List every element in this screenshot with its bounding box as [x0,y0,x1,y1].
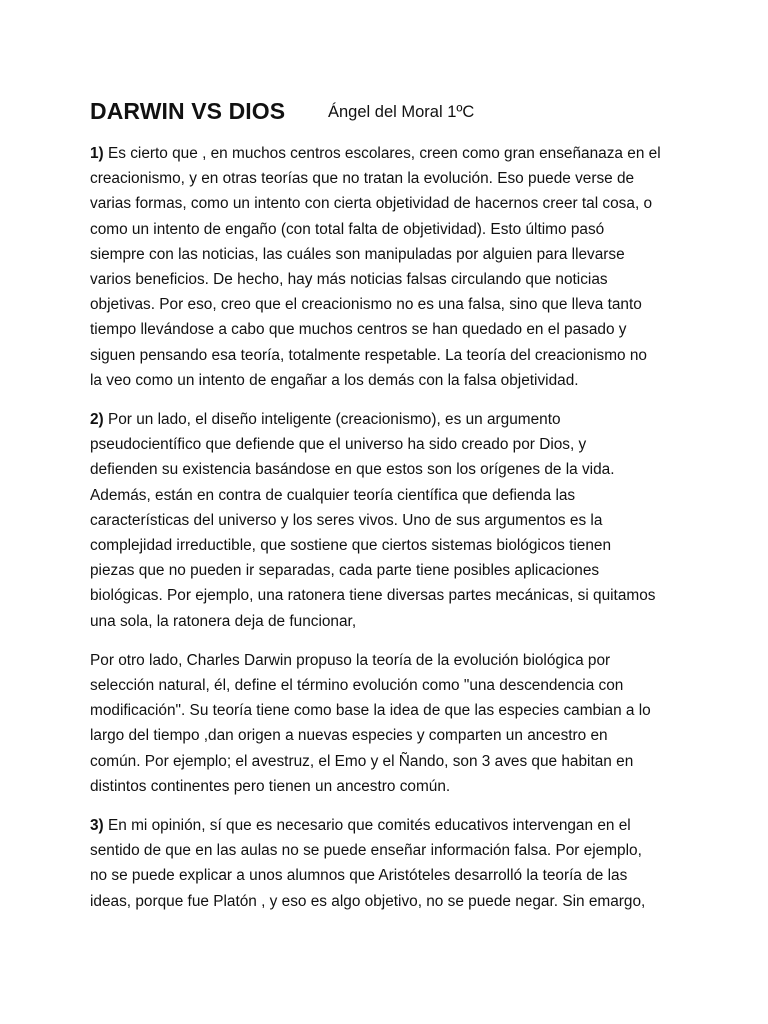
document-title: DARWIN VS DIOS [90,98,286,124]
paragraph-line: la veo como un intento de engañar a los demás con la falsa objetividad. [90,371,579,389]
paragraph-line: pseudocientífico que defiende que el universo ha sido creado por Dios, y [90,436,587,454]
paragraph-line: biológicas. Por ejemplo, una ratonera tiene diversas partes mecánicas, si quitamos [90,587,656,605]
paragraph-number: 1) [90,145,104,162]
paragraph-3 [90,813,686,914]
paragraph-line: siempre con las noticias, las cuáles son manipuladas por alguien para llevarse [90,245,625,263]
paragraph-number: 3) [90,817,104,835]
paragraph-line: como un intento de engaño (con total falta de objetividad). Esto último pasó [90,220,605,238]
paragraph-line: no se puede explicar a unos alumnos que Aristóteles desarrolló la teoría de las [90,867,628,885]
paragraph-line: modificación". Su teoría tiene como base la idea de que las especies cambian a lo [90,702,651,720]
paragraph-line: creacionismo, y en otras teorías que no tratan la evolución. Eso puede verse de [90,170,635,188]
paragraph-2b [90,648,686,799]
paragraph-1 [90,141,686,393]
paragraph-line: objetivas. Por eso, creo que el creacionismo no es una falsa, sino que lleva tanto [90,296,642,314]
paragraph-line: una sola, la ratonera deja de funcionar, [90,612,357,630]
paragraph-line: 3) En mi opinión, sí que es necesario que comités educativos intervengan en el [90,817,631,835]
paragraph-line: Además, están en contra de cualquier teoría científica que defienda las [90,486,576,504]
paragraph-line: defienden su existencia basándose en que estos son los orígenes de la vida. [90,461,615,479]
document-body [90,141,686,928]
paragraph-line: complejidad irreductible, que sostiene que ciertos sistemas biológicos tienen [90,537,612,555]
paragraph-line: distintos continentes pero tienen un ancestro común. [90,777,451,795]
paragraph-line: varios beneficios. De hecho, hay más noticias falsas circulando que noticias [90,271,608,289]
paragraph-line: siguen pensando esa teoría, totalmente respetable. La teoría del creacionismo no [90,346,647,364]
document-header [90,94,690,128]
paragraph-number: 2) [90,411,104,429]
paragraph-line: 2) Por un lado, el diseño inteligente (creacionismo), es un argumento [90,411,561,429]
paragraph-line: piezas que no pueden ir separadas, cada parte tiene posibles aplicaciones [90,562,600,580]
paragraph-line: características del universo y los seres vivos. Uno de sus argumentos es la [90,511,603,529]
paragraph-line: varias formas, como un intento con cierta objetividad de hacernos creer tal cosa, o [90,195,653,213]
paragraph-line: sentido de que en las aulas no se puede enseñar información falsa. Por ejemplo, [90,842,642,860]
paragraph-line: 1) Es cierto que , en muchos centros escolares, creen como gran enseñanaza en el [90,145,661,162]
paragraph-2 [90,407,686,634]
paragraph-line: Por otro lado, Charles Darwin propuso la teoría de la evolución biológica por [90,651,611,669]
paragraph-line: ideas, porque fue Platón , y eso es algo objetivo, no se puede negar. Sin emargo, [90,892,646,910]
paragraph-line: largo del tiempo ,dan origen a nuevas especies y comparten un ancestro en [90,727,608,745]
paragraph-line: común. Por ejemplo; el avestruz, el Emo y el Ñando, son 3 aves que habitan en [90,752,634,770]
paragraph-line: selección natural, él, define el término evolución como "una descendencia con [90,677,624,695]
document-author: Ángel del Moral 1ºC [328,103,475,121]
paragraph-line: tiempo llevándose a cabo que muchos centros se han quedado en el pasado y [90,321,627,339]
